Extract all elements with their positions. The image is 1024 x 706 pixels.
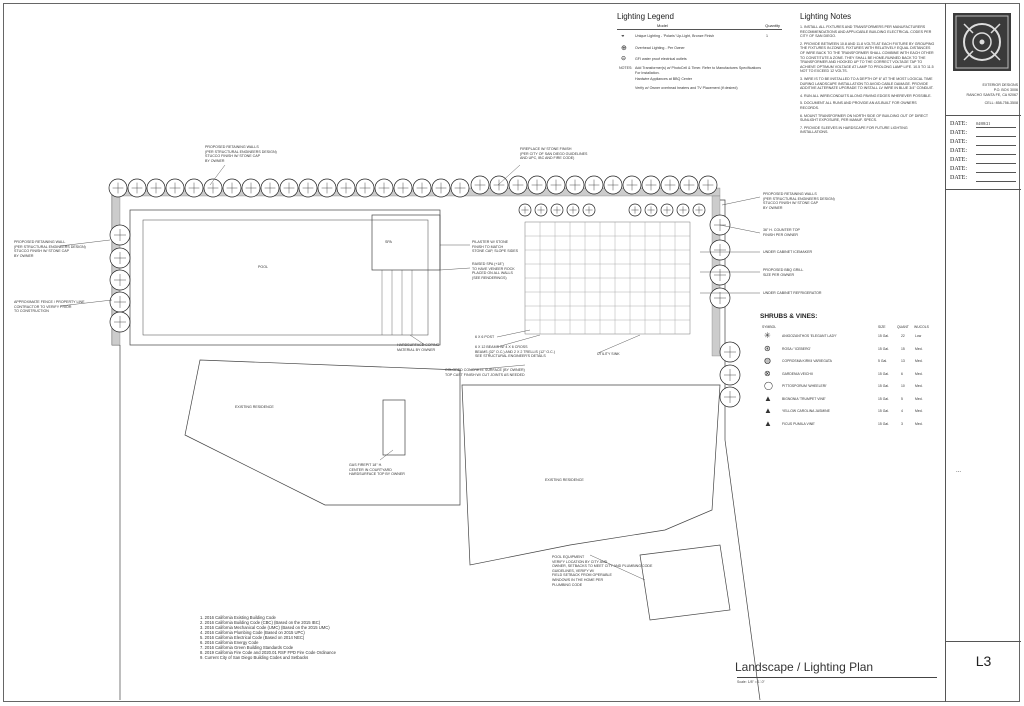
shrub-name: PITTOSPORUM 'WHEELERI' xyxy=(782,384,827,388)
date-label: DATE: xyxy=(950,139,967,145)
lighting-notes xyxy=(800,12,935,135)
pittosporum-icon: ◯ xyxy=(764,381,773,390)
bbq-grill-callout: PROPOSED BBQ GRILL SIZE PER OWNER xyxy=(763,268,804,277)
company-address-1: P.O. BOX 3006 xyxy=(993,88,1018,92)
lighting-note-item: 3. WIRE IS TO BE INSTALLED TO A DEPTH OF 6" AT THE MOST LOGICAL TIME DURING LANDSCAPE INSTALLATION TO AVOID CABLE DAMAGE. PROVIDE ADDITIVE ALTERNATE UPGRADE TO INSTALL LV WIRE IN BLUE 3/4" CONDUIT. xyxy=(800,76,934,91)
legend-item-label: Unique Lighting - 'Polaris' Up-Light, Bronze Finish xyxy=(635,34,715,38)
date-value: 04/08/21 xyxy=(976,121,1016,128)
shrub-name: YELLOW CAROLINA JASMINE xyxy=(782,409,830,413)
shrub-quant: 4 xyxy=(901,409,903,413)
lighting-note-item: 4. RUN ALL WIRE/CONDUITS ALONG PAVING EDGES WHEREVER POSSIBLE. xyxy=(800,93,932,98)
icemaker-callout: UNDER CABINET ICEMAKER xyxy=(763,250,813,254)
shrubs-header-wucols: WUCOLS xyxy=(914,325,929,329)
leader-lines xyxy=(60,165,760,580)
existing-residence-1 xyxy=(185,360,460,505)
spa-label: SPA xyxy=(385,240,392,244)
shrub-row xyxy=(760,405,940,418)
sheet-number: L3 xyxy=(975,653,992,669)
pool-outline xyxy=(130,210,440,345)
legend-quantity-header: Quantity xyxy=(765,23,780,28)
date-value xyxy=(976,130,1016,137)
lighting-legend-title: Lighting Legend xyxy=(617,12,674,21)
rose-icon: ⊛ xyxy=(764,343,771,353)
uplight-icon: ◒ xyxy=(621,33,625,39)
code-item: 8. 2019 California Fire Code and 2020.01 RSF FPD Fire Code Ordinance xyxy=(200,650,336,655)
shrubs-vines-table xyxy=(760,313,940,430)
lighting-note-item: 6. MOUNT TRANSFORMER ON NORTH SIDE OF BUILDING OUT OF DIRECT SUNLIGHT EXPOSURE, PER MANUF. SPECS. xyxy=(800,113,929,123)
date-label: DATE: xyxy=(950,130,967,136)
company-name: EXTERIOR DESIGNS xyxy=(982,83,1018,87)
hardsurface-coping-callout: HARDSURFACE COPING MATERIAL BY OWNER xyxy=(397,343,440,352)
shrub-name: ANIGOZANTHOS 'ELEGANT LADY' xyxy=(782,334,837,338)
company-cell: CELL: 858-756-3508 xyxy=(984,101,1018,105)
lighting-note-item: 5. DOCUMENT ALL RUNS AND PROVIDE AN AS-BUILT FOR OWNERS RECORDS. xyxy=(800,101,917,110)
date-label: DATE: xyxy=(950,157,967,163)
shrub-wucols: Med. xyxy=(915,396,923,401)
shrub-row xyxy=(760,418,940,431)
code-item: 4. 2016 California Plumbing Code (Based on 2015 UPC) xyxy=(200,630,305,635)
date-row xyxy=(950,148,1020,157)
title-block-dots: ... xyxy=(956,468,962,474)
colored-concrete-callout: COLORED CONCRETE SURFACE (BY OWNER) TOP CAST FINISH W/ CUT JOINTS AS NEEDED xyxy=(445,368,525,377)
legend-note: Add Transformer(s) w/ PhotoCell & Timer. Refer to Manufactures Specifications For Installation. xyxy=(635,66,762,75)
trellis-grid xyxy=(525,222,690,334)
shrub-name: ROSA / 'ICEBERG' xyxy=(782,346,811,351)
jasmine-vine-icon: ▲ xyxy=(764,406,772,415)
date-row xyxy=(950,175,1020,184)
legend-model-header: Model xyxy=(657,23,668,28)
building-codes-list xyxy=(200,615,400,660)
shrub-row xyxy=(760,355,940,368)
shrubs-header-size: SIZE xyxy=(878,325,886,329)
shrub-quant: 5 xyxy=(901,396,903,401)
sheet-scale: Scale: 1/8" = 1'-0" xyxy=(737,680,765,684)
shrub-size: 15 Gal. xyxy=(878,334,889,338)
lighting-legend xyxy=(617,12,782,96)
legend-note: Hardwire Appliances at BBQ Center xyxy=(635,77,693,81)
lighting-notes-title: Lighting Notes xyxy=(800,12,852,21)
shrub-size: 15 Gal. xyxy=(878,346,889,351)
retaining-walls xyxy=(112,188,720,356)
pool-equipment-callout: POOL EQUIPMENT VERIFY LOCATION BY CITY AND OWNER, SETBACKS TO MEET CITY AND PLUMBING CODE GUIDELINES, VERIFY W/ FIELD SETBACK FROM OPERABLE WINDOWS IN THE HOME PER PLUMBING CODE xyxy=(552,555,653,587)
shrub-wucols: Med. xyxy=(915,409,923,413)
coprosma-icon: ◍ xyxy=(764,356,771,365)
shrub-row xyxy=(760,380,940,393)
shrub-row xyxy=(760,368,940,381)
legend-note: Verify w/ Owner overhead heaters and TV Placement (if desired) xyxy=(635,86,738,90)
shrubs-title: SHRUBS & VINES: xyxy=(760,313,818,320)
ficus-vine-icon: ▲ xyxy=(764,418,772,428)
shrub-name: COPROSMA KIRKII VARIEGATA xyxy=(782,359,832,363)
raised-spa-callout: RAISED SPA (+18") TO HAVE VENEER ROCK PLACED ON ALL WALLS (SEE RENDERINGS) xyxy=(472,262,515,280)
pool-coping xyxy=(143,220,428,335)
shrub-quant: 13 xyxy=(901,359,905,363)
retaining-wall-left-callout: PROPOSED RETAINING WALL (PER STRUCTURAL ENGINEERS DESIGN) STUCCO FINISH W/ STONE CAP BY OWNER xyxy=(14,240,86,258)
existing-residence-label: EXISTING RESIDENCE xyxy=(235,405,274,409)
gas-firepit-callout: GAS FIREPIT 18" H. CENTER IN COURTYARD HARDSURFACE TOP BY OWNER xyxy=(349,463,405,477)
code-item: 1. 2016 California Existing Building Code xyxy=(200,615,276,620)
logo-emblem xyxy=(953,13,1011,71)
gfi-outlet-icon: ⊖ xyxy=(621,56,627,62)
retaining-walls-top-callout: PROPOSED RETAINING WALLS (PER STRUCTURAL ENGINEERS DESIGN) STUCCO FINISH W/ STONE CAP BY OWNER xyxy=(205,145,277,163)
shrub-wucols: Med. xyxy=(915,384,923,388)
date-label: DATE: xyxy=(950,166,967,172)
agave-icon: ✳ xyxy=(764,331,771,340)
shrub-wucols: Med. xyxy=(915,359,923,363)
shrub-wucols: Low xyxy=(915,334,922,338)
date-row xyxy=(950,139,1020,148)
shrub-quant: 3 xyxy=(901,421,903,426)
shrub-size: 15 Gal. xyxy=(878,421,889,426)
shrub-size: 15 Gal. xyxy=(878,371,889,376)
shrubs-header-quant: QUANT xyxy=(897,325,909,329)
shrub-row xyxy=(760,330,940,343)
shrub-quant: 6 xyxy=(901,371,903,376)
retaining-walls-right-callout: PROPOSED RETAINING WALLS (PER STRUCTURAL ENGINEERS DESIGN) STUCCO FINISH W/ STONE CAP BY OWNER xyxy=(763,192,835,210)
legend-item-label: GFI water proof electrical outlets xyxy=(635,57,687,61)
existing-residence-label: EXISTING RESIDENCE xyxy=(545,478,584,482)
date-value xyxy=(976,157,1016,164)
legend-item-qty: 1 xyxy=(766,34,768,38)
code-item: 5. 2016 California Electrical Code (Based on 2014 NEC) xyxy=(200,635,305,640)
code-item: 9. Current City of San Diego Building Codes and Setbacks xyxy=(200,655,309,660)
date-label: DATE: xyxy=(950,175,967,181)
date-label: DATE: xyxy=(950,121,967,127)
shrub-wucols: Med. xyxy=(915,421,923,426)
date-value xyxy=(976,166,1016,173)
code-item: 6. 2016 California Energy Code xyxy=(200,640,259,645)
bignonia-vine-icon: ▲ xyxy=(764,393,772,403)
tree-symbols xyxy=(109,176,740,407)
shrub-row xyxy=(760,343,940,356)
sheet-title: Landscape / Lighting Plan xyxy=(735,660,874,674)
legend-notes-label: NOTES: xyxy=(619,66,633,70)
company-logo xyxy=(953,13,1011,71)
lighting-note-item: 7. PROVIDE SLEEVES IN HARDSCAPE FOR FUTURE LIGHTING INSTALLATIONS. xyxy=(800,125,908,135)
refrigerator-callout: UNDER CABINET REFRIGERATOR xyxy=(763,291,822,295)
shrub-name: BIGNONIA 'TRUMPET VINE' xyxy=(782,396,826,401)
code-item: 7. 2016 California Green Building Standards Code xyxy=(200,645,294,650)
code-item: 3. 2016 California Mechanical Code (UMC) (Based on the 2015 UMC) xyxy=(200,625,330,630)
date-value xyxy=(976,139,1016,146)
shrub-name: GARDENIA VEICHII xyxy=(782,371,813,376)
date-row xyxy=(950,130,1020,139)
pilaster-callout: PILASTER W/ STONE FINISH TO MATCH STONE CAP, SLOPE SIDES xyxy=(472,240,519,254)
existing-residence-2 xyxy=(462,385,720,565)
date-row xyxy=(950,121,1020,130)
gardenia-icon: ⊗ xyxy=(764,368,771,378)
shrub-quant: 15 xyxy=(901,346,905,351)
shrub-size: 15 Gal. xyxy=(878,396,889,401)
legend-item-label: Overhead Lighting - Per Owner xyxy=(635,46,685,50)
date-row xyxy=(950,157,1020,166)
fireplace-callout: FIREPLACE W/ STONE FINISH (PER CITY OF SAN DIEGO GUIDELINES AND UPC, IBC AND FIRE CODE) xyxy=(520,147,588,161)
title-block xyxy=(945,3,1021,702)
date-value xyxy=(976,148,1016,155)
shrub-row xyxy=(760,393,940,406)
shrub-wucols: Med. xyxy=(915,346,923,351)
beams-callout: 6 X 12 BEAMS W/ 4 X 6 CROSS BEAMS (32" O.C.) AND 2 X 2 TRELLIS (12" O.C.) SEE STRUCTURAL ENGINEER'S DETAILS xyxy=(475,345,555,359)
spa-outline xyxy=(372,215,440,270)
fence-callout: APPROXIMATE FENCE / PROPERTY LINE CONTRACTOR TO VERIFY PRIOR TO CONSTRUCTION xyxy=(14,300,85,314)
shrub-size: 15 Gal. xyxy=(878,409,889,413)
pool-label: POOL xyxy=(258,265,268,269)
shrub-size: 5 Gal. xyxy=(878,359,888,363)
date-row xyxy=(950,166,1020,175)
overhead-light-icon: ⊕ xyxy=(621,45,627,52)
shrub-wucols: Med. xyxy=(915,371,923,376)
code-item: 2. 2016 California Building Code (CBC) (Based on the 2015 IBC) xyxy=(200,620,321,625)
lighting-note-item: 2. PROVIDE BETWEEN 10.8 AND 11.8 VOLTS AT EACH FIXTURE BY GROUPING THE FIXTURES IN ZONES. FIXTURES WITH RELATIVELY EQUAL DISTANCES OF WIRE BACK TO THE TRANSFORMER SHALL COMBINE WITH EACH OTHER TO CONSTITUTE A ZONE. THEY SHALL BE HOME-RUNNED BACK TO THE TRANSFORMER AND HOOKED UP TO THE CORRECT VOLTAGE TAP TO ACHIEVE OPTIMUM VOLTAGE AT LAMP TO PROLONG LAMP LIFE. 10.5 TO 11.5 NOT TO EXCEED 12 VOLTS. xyxy=(800,41,935,74)
date-value xyxy=(976,175,1016,182)
utility-sink-callout: UTILITY SINK xyxy=(597,352,620,356)
counter-top-callout: 36" H. COUNTER TOP FINISH PER OWNER xyxy=(763,228,800,237)
pool-equipment-pad xyxy=(640,545,730,620)
date-label: DATE: xyxy=(950,148,967,154)
shrub-quant: 10 xyxy=(901,384,905,388)
shrub-quant: 22 xyxy=(901,334,905,338)
shrubs-header-symbol: SYMBOL xyxy=(762,325,777,329)
shrub-size: 15 Gal. xyxy=(878,384,889,388)
lighting-note-item: 1. INSTALL ALL FIXTURES AND TRANSFORMERS PER MANUFACTURERS RECOMMENDATIONS AND APPLICABLE BUILDING ELECTRICAL CODES PER CITY OF SAN DIEGO. xyxy=(800,25,932,39)
gas-firepit xyxy=(383,400,405,455)
shrub-name: FICUS PUMILA VINE' xyxy=(782,421,816,426)
post-callout: 6 X 6 POST xyxy=(475,335,495,339)
company-address-2: RANCHO SANTA FE, CA 92067 xyxy=(966,93,1018,97)
pool-steps xyxy=(382,270,412,335)
